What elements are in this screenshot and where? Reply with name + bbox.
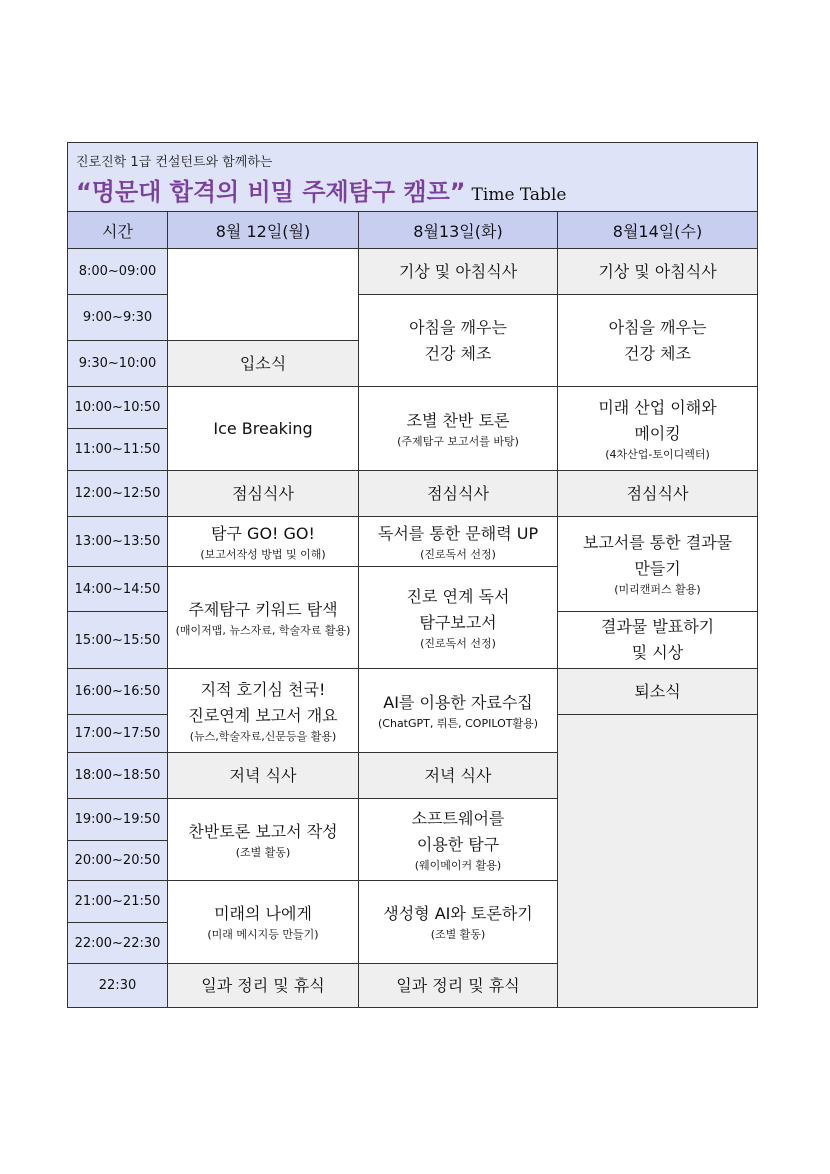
day2-ai-sub: (ChatGPT, 뤼튼, COPILOT활용) <box>378 716 538 730</box>
day3-industry-sub: (4차산업-토이디렉터) <box>605 447 710 461</box>
day1-wrapup: 일과 정리 및 휴식 <box>168 964 359 1008</box>
day1-debate <box>168 799 359 881</box>
day3-lunch: 점심식사 <box>558 471 758 517</box>
day2-exercise <box>359 295 558 387</box>
day2-career-line2: 탐구보고서 <box>419 612 497 632</box>
col-header-time: 시간 <box>68 212 168 249</box>
day3-exercise-line2: 건강 체조 <box>624 343 691 363</box>
day1-curiosity-line2: 진로연계 보고서 개요 <box>188 705 338 725</box>
day1-lunch: 점심식사 <box>168 471 359 517</box>
time-cell: 9:30~10:00 <box>68 341 168 387</box>
day3-present-line1: 결과물 발표하기 <box>600 617 715 636</box>
day1-explore-sub: (보고서작성 방법 및 이해) <box>200 547 326 561</box>
day1-opening: 입소식 <box>168 341 359 387</box>
empty-cell <box>168 249 359 341</box>
time-cell: 19:00~19:50 <box>68 799 168 841</box>
day1-explore-title: 탐구 GO! GO! <box>211 523 315 543</box>
time-cell: 12:00~12:50 <box>68 471 168 517</box>
time-cell: 17:00~17:50 <box>68 715 168 753</box>
day2-software-line2: 이용한 탐구 <box>416 834 500 854</box>
time-cell: 16:00~16:50 <box>68 669 168 715</box>
day3-exercise <box>558 295 758 387</box>
day3-result-line2: 만들기 <box>634 559 681 578</box>
day1-curiosity-sub: (뉴스,학술자료,신문등을 활용) <box>189 729 337 743</box>
day1-explore <box>168 517 359 567</box>
day2-reading-title: 독서를 통한 문해력 UP <box>377 523 539 543</box>
day2-ai-title: AI를 이용한 자료수집 <box>383 692 533 712</box>
day1-keyword <box>168 567 359 669</box>
time-cell: 8:00~09:00 <box>68 249 168 295</box>
day2-career-line1: 진로 연계 독서 <box>406 586 510 606</box>
day2-genai-title: 생성형 AI와 토론하기 <box>383 904 533 923</box>
day1-future-sub: (미래 메시지등 만들기) <box>207 928 319 941</box>
day2-genai-sub: (조별 활동) <box>430 928 486 941</box>
day1-keyword-sub: (매이저맵, 뉴스자료, 학술자료 활용) <box>175 623 351 637</box>
day3-exercise-line1: 아침을 깨우는 <box>608 317 707 337</box>
timetable-sheet <box>67 142 757 1008</box>
day2-career <box>359 567 558 669</box>
time-cell: 11:00~11:50 <box>68 429 168 471</box>
day2-career-sub: (진로독서 선정) <box>420 636 496 650</box>
day3-industry <box>558 387 758 471</box>
day2-software-sub: (웨이메이커 활용) <box>414 858 502 872</box>
title-suffix: Time Table <box>471 185 567 205</box>
table-row <box>68 517 758 567</box>
day2-genai <box>359 881 558 964</box>
day3-checkout: 퇴소식 <box>558 669 758 715</box>
table-row <box>68 387 758 429</box>
day2-exercise-line1: 아침을 깨우는 <box>409 317 507 337</box>
day3-result <box>558 517 758 612</box>
day3-present-line2: 및 시상 <box>631 643 684 662</box>
day1-curiosity <box>168 669 359 753</box>
time-cell: 15:00~15:50 <box>68 612 168 669</box>
day3-wake: 기상 및 아침식사 <box>558 249 758 295</box>
time-cell: 9:00~9:30 <box>68 295 168 341</box>
day2-reading-sub: (진로독서 선정) <box>420 547 496 561</box>
time-cell: 22:00~22:30 <box>68 923 168 964</box>
timetable <box>67 142 758 1008</box>
time-cell: 14:00~14:50 <box>68 567 168 612</box>
day1-curiosity-line1: 지적 호기심 천국! <box>200 679 326 699</box>
table-row <box>68 669 758 715</box>
day3-empty <box>558 715 758 1008</box>
day2-wrapup: 일과 정리 및 휴식 <box>359 964 558 1008</box>
col-header-day2: 8월13일(화) <box>359 212 558 249</box>
day3-industry-line2: 메이킹 <box>634 423 681 443</box>
time-cell: 22:30 <box>68 964 168 1008</box>
day1-future-title: 미래의 나에게 <box>214 904 312 923</box>
day2-group-title: 조별 찬반 토론 <box>406 410 510 430</box>
day2-lunch: 점심식사 <box>359 471 558 517</box>
subtitle: 진로진학 1급 컨설턴트와 함께하는 <box>76 155 273 170</box>
day1-icebreak: Ice Breaking <box>168 387 359 471</box>
day2-wake: 기상 및 아침식사 <box>359 249 558 295</box>
col-header-day1: 8월 12일(월) <box>168 212 359 249</box>
table-row <box>68 249 758 295</box>
page-title <box>76 172 749 207</box>
day1-keyword-title: 주제탐구 키워드 탐색 <box>188 599 338 619</box>
day2-dinner: 저녁 식사 <box>359 753 558 799</box>
col-header-day3: 8월14일(수) <box>558 212 758 249</box>
day1-dinner: 저녁 식사 <box>168 753 359 799</box>
day2-software-line1: 소프트웨어를 <box>411 808 505 828</box>
time-cell: 18:00~18:50 <box>68 753 168 799</box>
day1-future <box>168 881 359 964</box>
day1-debate-sub: (조별 활동) <box>235 845 291 859</box>
time-cell: 21:00~21:50 <box>68 881 168 923</box>
time-cell: 13:00~13:50 <box>68 517 168 567</box>
day3-industry-line1: 미래 산업 이해와 <box>598 397 717 417</box>
day2-exercise-line2: 건강 체조 <box>424 343 492 363</box>
table-row <box>68 471 758 517</box>
day1-debate-title: 찬반토론 보고서 작성 <box>188 821 338 841</box>
day3-present <box>558 612 758 669</box>
day2-group-sub: (주제탐구 보고서를 바탕) <box>397 434 519 448</box>
time-cell: 10:00~10:50 <box>68 387 168 429</box>
day3-result-line1: 보고서를 통한 결과물 <box>582 533 733 552</box>
header-row <box>68 212 758 249</box>
day2-group <box>359 387 558 471</box>
day3-result-sub: (미리캔퍼스 활용) <box>614 583 701 596</box>
day2-reading <box>359 517 558 567</box>
time-cell: 20:00~20:50 <box>68 841 168 881</box>
day2-software <box>359 799 558 881</box>
day2-ai <box>359 669 558 753</box>
title-text: “명문대 합격의 비밀 주제탐구 캠프” <box>76 178 466 206</box>
title-row <box>68 143 758 212</box>
title-cell <box>68 143 758 212</box>
